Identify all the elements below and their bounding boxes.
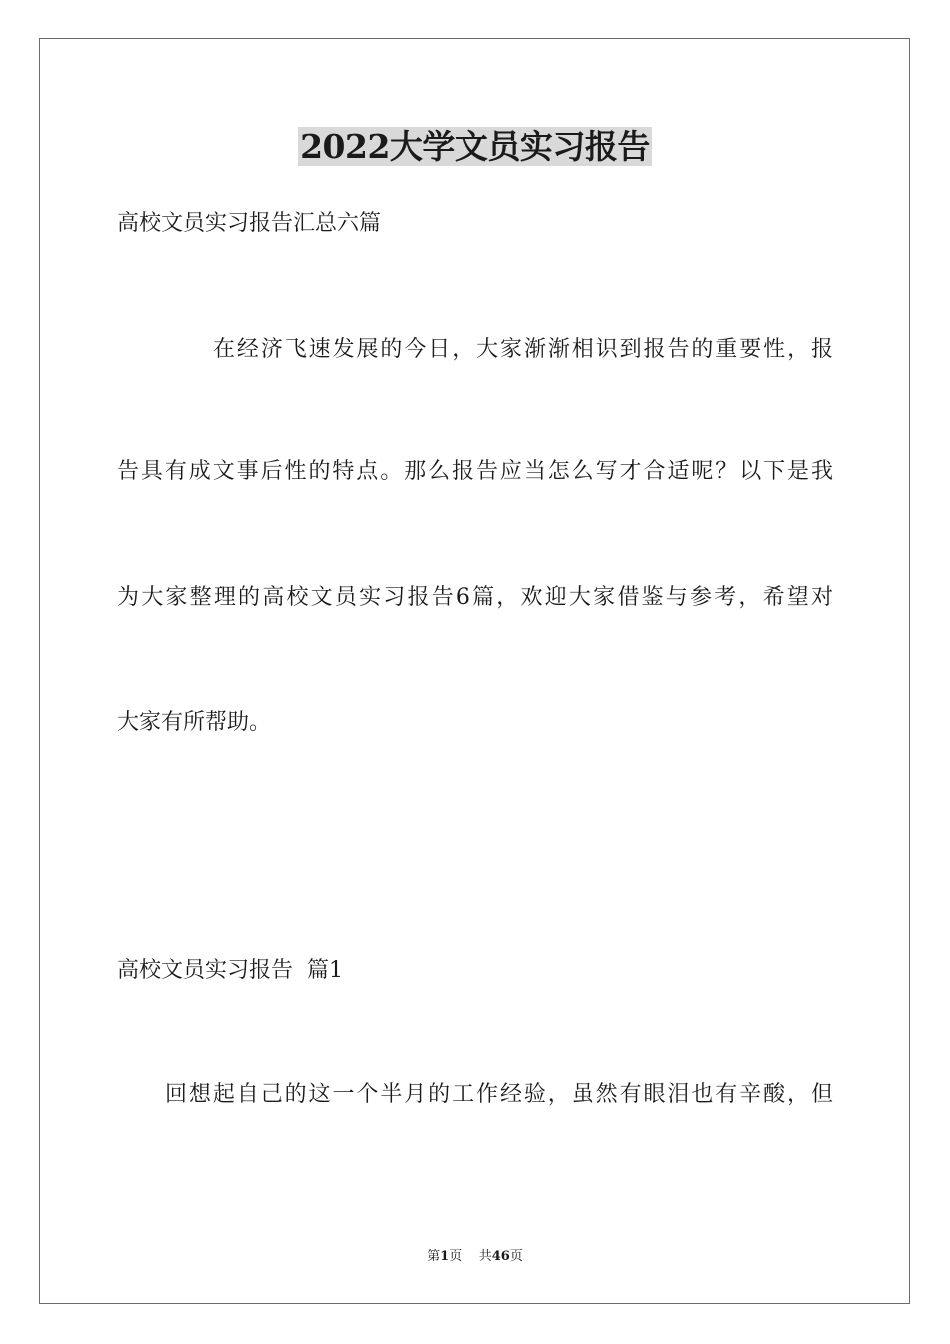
footer-page-suffix: 页 xyxy=(449,1249,463,1264)
footer-total-suffix: 页 xyxy=(509,1249,523,1264)
intro-line-2: 告具有成文事后性的特点。那么报告应当怎么写才合适呢？以下是我 xyxy=(117,459,833,484)
document-subtitle: 高校文员实习报告汇总六篇 xyxy=(117,211,382,236)
page-footer xyxy=(0,1248,950,1266)
footer-total-pages: 46 xyxy=(491,1249,510,1264)
section-first-line: 回想起自己的这一个半月的工作经验，虽然有眼泪也有辛酸，但 xyxy=(165,1082,833,1107)
document-title xyxy=(0,122,950,172)
intro-line-1: 在经济飞速发展的今日，大家渐渐相识到报告的重要性，报 xyxy=(213,337,833,362)
section-heading: 高校文员实习报告 篇1 xyxy=(117,958,343,983)
footer-page-prefix: 第 xyxy=(427,1249,441,1264)
document-title-text: 2022大学文员实习报告 xyxy=(300,127,650,166)
footer-total-prefix: 共 xyxy=(478,1249,492,1264)
footer-page-number: 1 xyxy=(440,1249,450,1264)
intro-line-3: 为大家整理的高校文员实习报告6篇，欢迎大家借鉴与参考，希望对 xyxy=(117,585,833,610)
intro-line-4: 大家有所帮助。 xyxy=(117,710,272,735)
